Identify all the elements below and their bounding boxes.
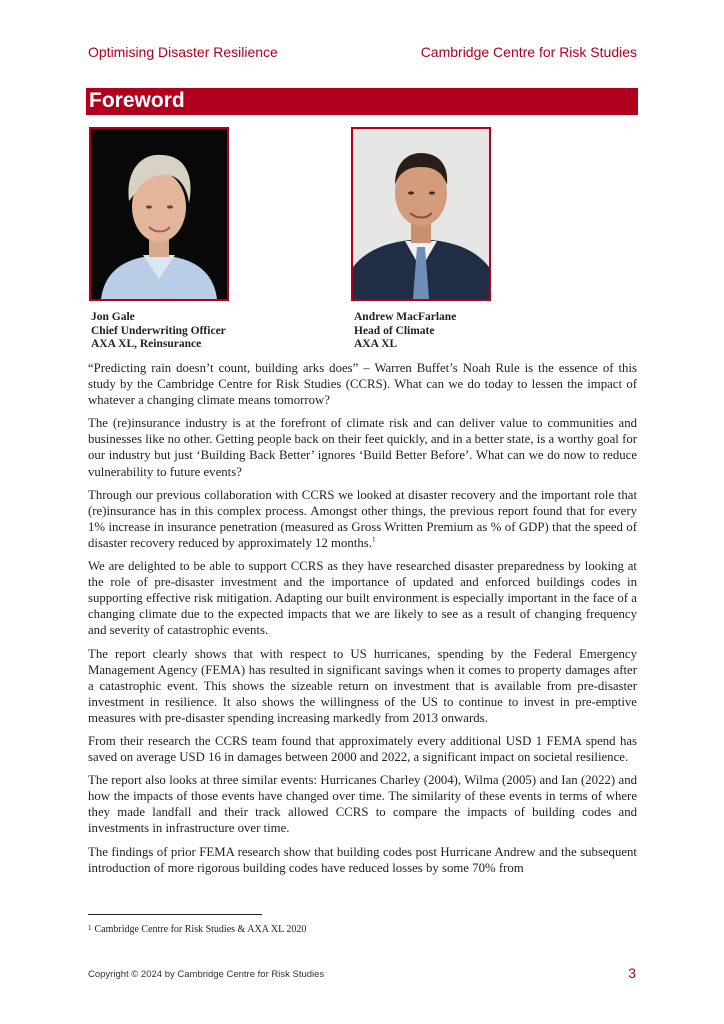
paragraph — [88, 487, 637, 551]
person-title: Chief Underwriting Officer — [91, 324, 226, 337]
section-title: Foreword — [89, 89, 185, 112]
paragraph-text: Through our previous collaboration with CCRS we looked at disaster recovery and the important role that (re)insurance has in this complex process. Amongst other things, the previous report found that for every 1% increase in insurance penetration (measured as Gross Written Premium as % of GDP) that the speed of disaster recovery reduced by approximately 12 months. — [88, 487, 637, 550]
page-number: 3 — [628, 965, 636, 981]
caption-jon-gale — [91, 311, 226, 352]
person-name: Jon Gale — [91, 311, 135, 323]
person-name: Andrew MacFarlane — [354, 311, 457, 323]
portrait-photo-andrew-macfarlane — [351, 127, 491, 301]
foreword-body — [88, 360, 637, 883]
portrait-photo-jon-gale — [89, 127, 229, 301]
footnote-text: Cambridge Centre for Risk Studies & AXA XL 2020 — [94, 924, 307, 935]
paragraph: The findings of prior FEMA research show that building codes post Hurricane Andrew and the subsequent introduction of more rigorous building codes have reduced losses by some 70% from — [88, 844, 637, 875]
section-banner — [86, 88, 638, 115]
copyright-notice: Copyright © 2024 by Cambridge Centre for Risk Studies — [88, 969, 325, 980]
running-header-title: Optimising Disaster Resilience — [88, 44, 278, 60]
person-organisation: AXA XL, Reinsurance — [91, 338, 202, 350]
footnote-reference[interactable]: 1 — [371, 535, 376, 544]
paragraph: From their research the CCRS team found that approximately every additional USD 1 FEMA spend has saved on average USD 16 in damages between 2000 and 2022, a significant impact on societal resilience. — [88, 733, 637, 765]
person-organisation: AXA XL — [354, 338, 398, 350]
footnote-divider — [88, 914, 262, 915]
paragraph: “Predicting rain doesn’t count, building arks does” – Warren Buffet’s Noah Rule is the essence of this study by the Cambridge Centre for Risk Studies (CCRS). What can we do today to lessen the impact of whatever a changing climate means tomorrow? — [88, 361, 637, 408]
paragraph: The report also looks at three similar events: Hurricanes Charley (2004), Wilma (2005) and Ian (2022) and how the impacts of those events have changed over time. The similarity of these events in terms of where they made landfall and their track allowed CCRS to compare the impacts of building codes and investments in infrastructure over time. — [88, 773, 637, 836]
person-title: Head of Climate — [354, 324, 435, 337]
paragraph: We are delighted to be able to support CCRS as they have researched disaster preparedness by looking at the role of pre-disaster investment and the importance of updated and enforced buildings codes in supporting effective risk mitigation. Adapting our built environment is especially important in the face of a changing climate due to the expected impacts that we are likely to see as a result of changing frequency and severity of catastrophic events. — [88, 559, 637, 638]
paragraph: The report clearly shows that with respect to US hurricanes, spending by the Federal Emergency Management Agency (FEMA) has resulted in significant savings when it comes to property damages after a catastrophic event. This shows the sizeable return on investment that is available from pre-disaster investment in resilience. It also shows the willingness of the US to continue to invest in pre-emptive measures with pre-disaster spending increasing markedly from 2013 onwards. — [88, 646, 637, 725]
footnote-number: 1 — [88, 924, 92, 932]
caption-andrew-macfarlane — [354, 311, 456, 352]
paragraph: The (re)insurance industry is at the forefront of climate risk and can deliver value to communities and businesses like no other. Getting people back on their feet quickly, and in a better state, is a worthy goal for our industry but just ‘Building Back Better’ ignores ‘Build Better Before’. What can we do now to reduce vulnerability to future events? — [88, 416, 637, 479]
running-header-organisation: Cambridge Centre for Risk Studies — [420, 44, 637, 60]
footnote — [88, 924, 306, 935]
